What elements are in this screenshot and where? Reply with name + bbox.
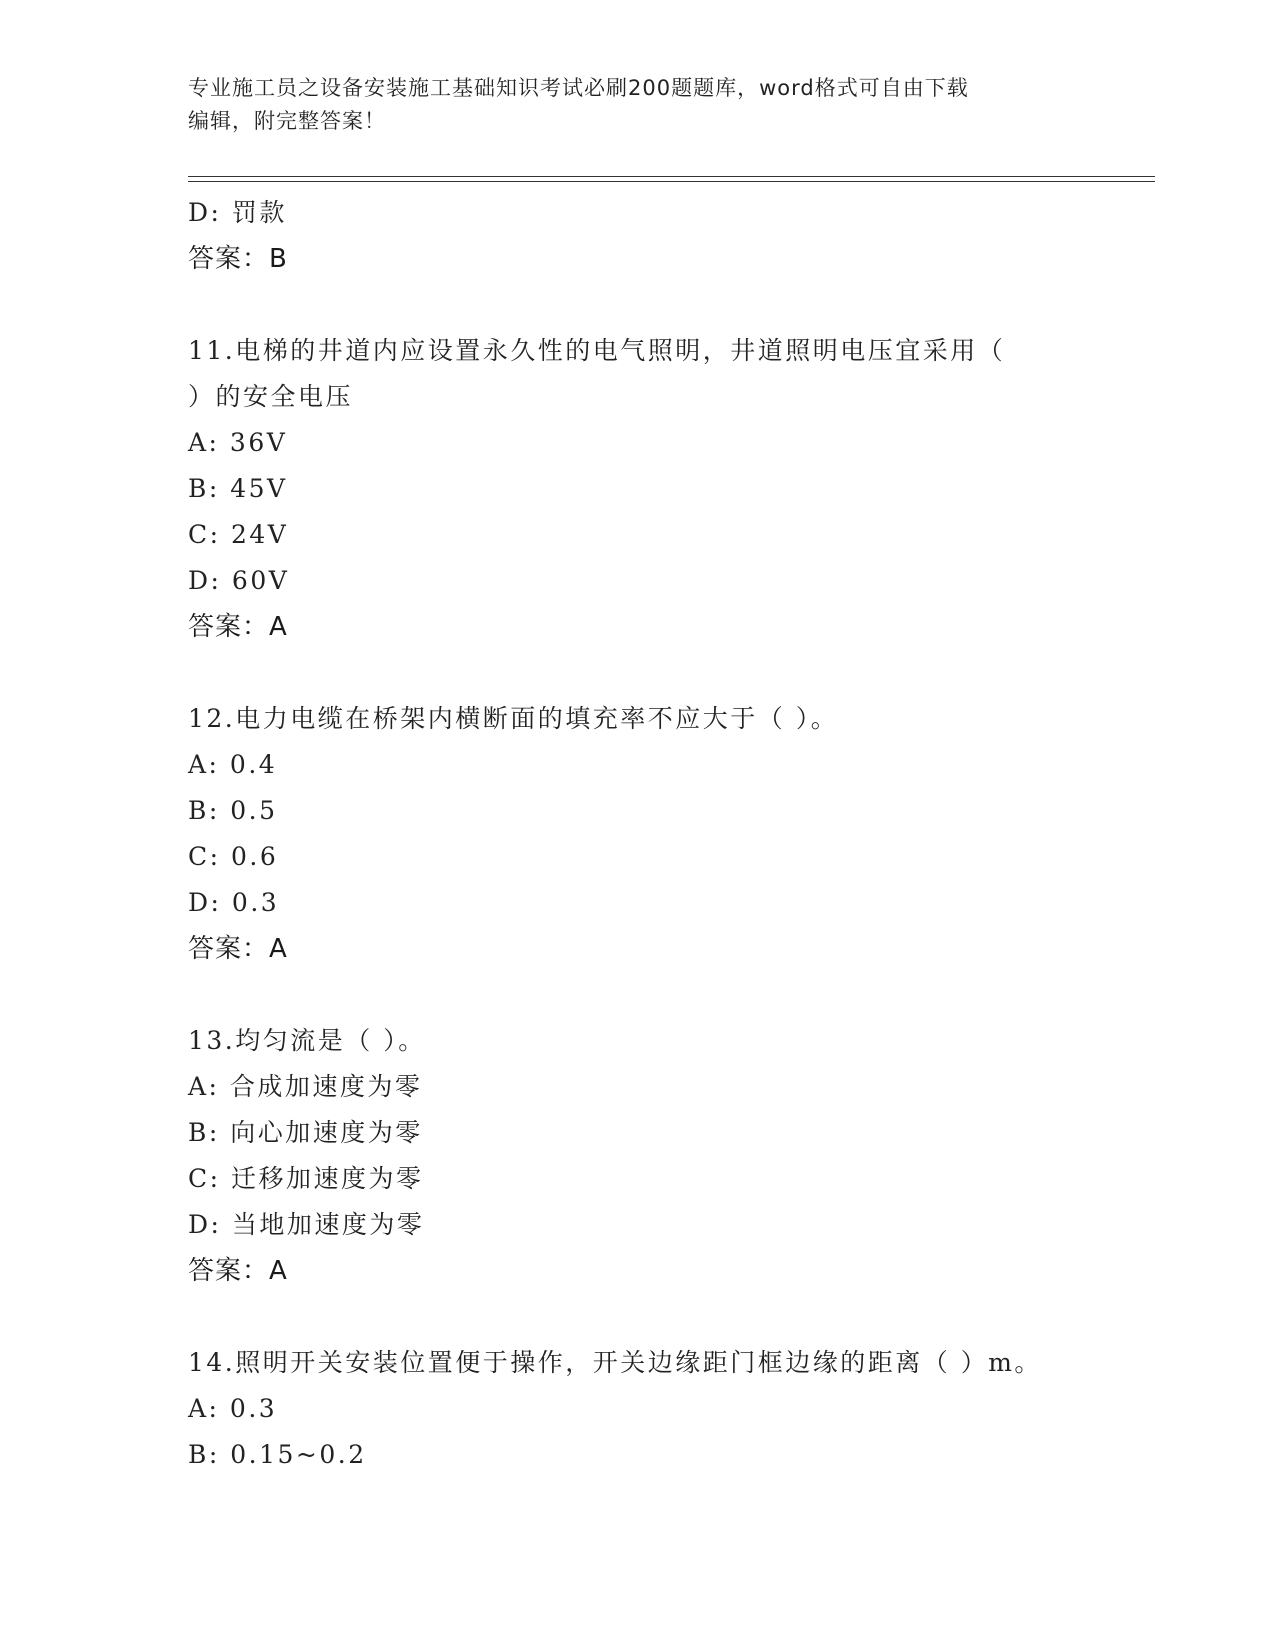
question-13-option-d: D: 当地加速度为零 [188, 1210, 425, 1239]
header-title-line2: 编辑，附完整答案！ [188, 109, 386, 133]
spacer [188, 282, 1088, 328]
question-12-option-b: B: 0.5 [188, 796, 278, 825]
prev-option-d: D: 罚款 [188, 198, 287, 227]
question-12-option-c: C: 0.6 [188, 842, 279, 871]
question-14-stem: 14.照明开关安装位置便于操作，开关边缘距门框边缘的距离（ ）m。 [188, 1348, 1042, 1377]
question-13-option-a: A: 合成加速度为零 [188, 1072, 423, 1101]
question-14-option-a: A: 0.3 [188, 1394, 278, 1423]
question-14 [188, 1340, 1088, 1478]
header-title-line1: 专业施工员之设备安装施工基础知识考试必刷200题题库，word格式可自由下载 [188, 76, 969, 100]
question-13-stem: 13.均匀流是（ ）。 [188, 1026, 426, 1055]
question-12-option-a: A: 0.4 [188, 750, 278, 779]
spacer [188, 972, 1088, 1018]
spacer [188, 1294, 1088, 1340]
question-13-option-b: B: 向心加速度为零 [188, 1118, 423, 1147]
question-11-option-c: C: 24V [188, 520, 289, 549]
question-13-answer: 答案：A [188, 1256, 288, 1286]
question-12 [188, 696, 1088, 972]
question-11-option-b: B: 45V [188, 474, 288, 503]
question-11-stem-line1: 11.电梯的井道内应设置永久性的电气照明，井道照明电压宜采用（ [188, 336, 1006, 365]
question-list [188, 190, 1088, 1478]
question-11-option-a: A: 36V [188, 428, 288, 457]
header-divider-bottom [188, 181, 1155, 182]
question-11-stem-line2: ）的安全电压 [188, 382, 354, 411]
question-11 [188, 328, 1088, 650]
question-14-option-b: B: 0.15~0.2 [188, 1440, 367, 1469]
spacer [188, 650, 1088, 696]
question-13 [188, 1018, 1088, 1294]
question-11-answer: 答案：A [188, 612, 288, 642]
question-13-option-c: C: 迁移加速度为零 [188, 1164, 424, 1193]
question-12-option-d: D: 0.3 [188, 888, 280, 917]
question-11-option-d: D: 60V [188, 566, 290, 595]
header-divider-top [188, 176, 1155, 177]
question-12-stem: 12.电力电缆在桥架内横断面的填充率不应大于（ ）。 [188, 704, 839, 733]
document-header [188, 72, 1088, 138]
prev-answer: 答案：B [188, 244, 288, 274]
question-12-answer: 答案：A [188, 934, 288, 964]
